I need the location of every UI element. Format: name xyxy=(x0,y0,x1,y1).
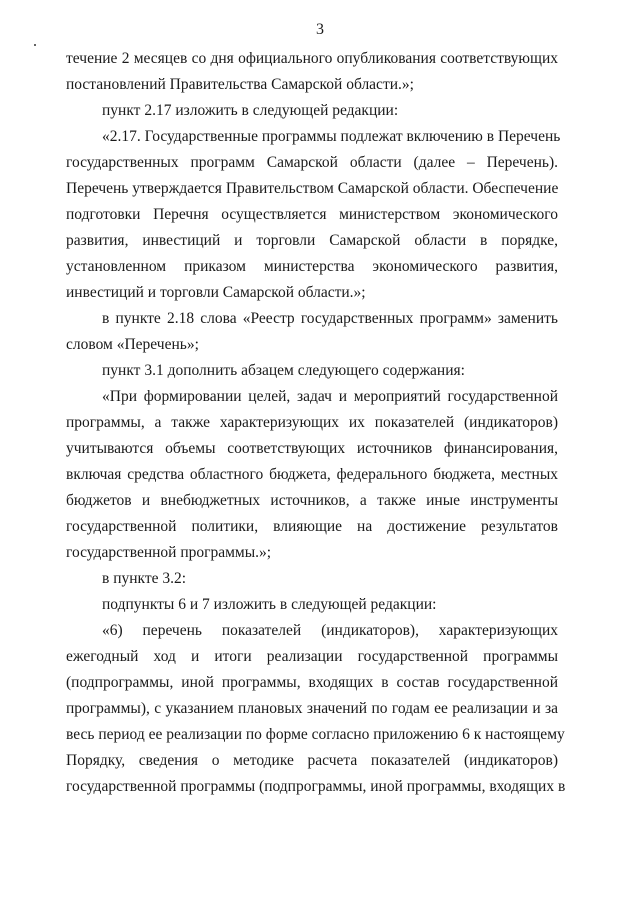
text-line: весь период ее реализации по форме согласно приложению 6 к настоящему xyxy=(66,726,565,743)
text-line: программы), с указанием плановых значений по годам ее реализации и за xyxy=(66,700,558,717)
text-line: течение 2 месяцев со дня официального опубликования соответствующих xyxy=(66,50,558,67)
text-line: инвестиций и торговли Самарской области.»; xyxy=(66,284,366,301)
text-line: государственной программы (подпрограммы, иной программы, входящих в xyxy=(66,778,566,795)
margin-dot xyxy=(34,44,36,46)
page-number: 3 xyxy=(316,21,324,38)
text-line: учитываются объемы соответствующих источников финансирования, xyxy=(66,440,558,457)
text-line: подпункты 6 и 7 изложить в следующей редакции: xyxy=(102,596,437,613)
text-line: «2.17. Государственные программы подлежат включению в Перечень xyxy=(102,128,561,145)
document-body xyxy=(66,46,566,800)
text-line: программы, а также характеризующих их показателей (индикаторов) xyxy=(66,414,558,431)
text-line: государственных программ Самарской области (далее – Перечень). xyxy=(66,154,558,171)
text-line: государственной политики, влияющие на достижение результатов xyxy=(66,518,558,535)
text-line: «6) перечень показателей (индикаторов), характеризующих xyxy=(102,622,558,639)
text-line: ежегодный ход и итоги реализации государственной программы xyxy=(66,648,558,665)
text-line: постановлений Правительства Самарской области.»; xyxy=(66,76,414,93)
text-line: пункт 3.1 дополнить абзацем следующего содержания: xyxy=(102,362,465,379)
text-line: «При формировании целей, задач и мероприятий государственной xyxy=(102,388,558,405)
text-line: Порядку, сведения о методике расчета показателей (индикаторов) xyxy=(66,752,558,769)
text-line: установленном приказом министерства экономического развития, xyxy=(66,258,558,275)
text-line: пункт 2.17 изложить в следующей редакции: xyxy=(102,102,399,119)
text-line: развития, инвестиций и торговли Самарской области в порядке, xyxy=(66,232,558,249)
text-line: в пункте 2.18 слова «Реестр государственных программ» заменить xyxy=(102,310,558,327)
text-line: Перечень утверждается Правительством Самарской области. Обеспечение xyxy=(66,180,559,197)
text-line: государственной программы.»; xyxy=(66,544,272,561)
text-line: подготовки Перечня осуществляется министерством экономического xyxy=(66,206,558,223)
text-line: в пункте 3.2: xyxy=(102,570,187,587)
text-line: (подпрограммы, иной программы, входящих в состав государственной xyxy=(66,674,558,691)
text-line: бюджетов и внебюджетных источников, а также иные инструменты xyxy=(66,492,558,509)
text-line: словом «Перечень»; xyxy=(66,336,199,353)
text-line: включая средства областного бюджета, федерального бюджета, местных xyxy=(66,466,558,483)
